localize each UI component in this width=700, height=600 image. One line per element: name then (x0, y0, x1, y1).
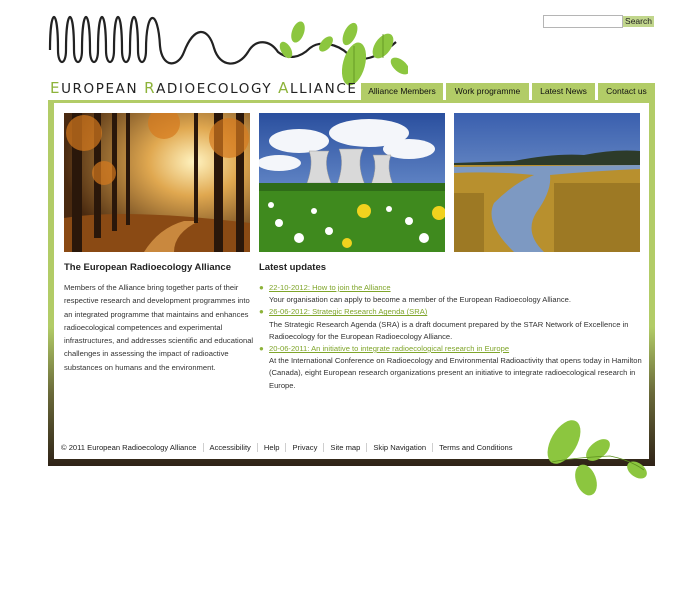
update-text: At the International Conference on Radioecology and Environmental Radioactivity that opens today in Hamilton (Canada), eight European research organizations present an initiative to integrate radioecological research in Europe. (269, 356, 642, 390)
bullet-icon: ● (259, 344, 264, 354)
updates-list (259, 282, 644, 392)
nav-alliance-members[interactable]: Alliance Members (361, 83, 443, 100)
footer (61, 443, 519, 452)
site-title-cap-3: A (278, 79, 290, 97)
list-item (259, 282, 644, 306)
site-title-cap-2: R (144, 79, 157, 97)
about-title: The European Radioecology Alliance (64, 262, 231, 273)
marsh-photo (454, 113, 640, 252)
footer-link-site-map[interactable]: Site map (323, 443, 366, 452)
search-button[interactable]: Search (623, 16, 654, 27)
cooling-towers-photo (259, 113, 445, 252)
update-text: Your organisation can apply to become a member of the European Radioecology Alliance. (269, 295, 571, 305)
about-text: Members of the Alliance bring together parts of their respective research and development programmes into an integrated programme that maintains and enhances radioecological competences and experimental infrastructures, and addresses scientific and educational challenges in assessing the impact of radioactive substances on humans and the environment. (64, 283, 254, 372)
site-title (50, 79, 358, 97)
update-link-initiative[interactable]: 20-06-2011: An initiative to integrate radioecological research in Europe (269, 344, 510, 354)
site-title-cap-1: E (50, 79, 62, 97)
updates-title: Latest updates (259, 262, 327, 273)
search-input[interactable] (543, 15, 623, 28)
leaves-decoration (540, 410, 655, 500)
footer-link-privacy[interactable]: Privacy (285, 443, 323, 452)
footer-link-help[interactable]: Help (257, 443, 286, 452)
nav-work-programme[interactable]: Work programme (446, 83, 529, 100)
site-title-rest-2: ADIOECOLOGY (156, 81, 279, 97)
forest-photo (64, 113, 250, 252)
update-link-sra[interactable]: 26-06-2012: Strategic Research Agenda (SRA) (269, 307, 428, 317)
update-link-join[interactable]: 22-10-2012: How to join the Alliance (269, 283, 391, 292)
list-item (259, 306, 644, 343)
list-item (259, 343, 644, 392)
footer-link-skip-navigation[interactable]: Skip Navigation (366, 443, 432, 452)
site-title-rest-1: UROPEAN (61, 81, 145, 97)
footer-link-terms[interactable]: Terms and Conditions (432, 443, 518, 452)
nav-latest-news[interactable]: Latest News (532, 83, 595, 100)
footer-link-accessibility[interactable]: Accessibility (203, 443, 257, 452)
footer-copyright: © 2011 European Radioecology Alliance (61, 443, 197, 452)
bullet-icon: ● (259, 307, 264, 317)
update-text: The Strategic Research Agenda (SRA) is a draft document prepared by the STAR Network of Excellence in Radioecology for the European Radioecology Alliance. (269, 319, 629, 341)
nav-contact-us[interactable]: Contact us (598, 83, 655, 100)
bullet-icon: ● (259, 283, 264, 292)
site-title-rest-3: LLIANCE (289, 81, 358, 97)
